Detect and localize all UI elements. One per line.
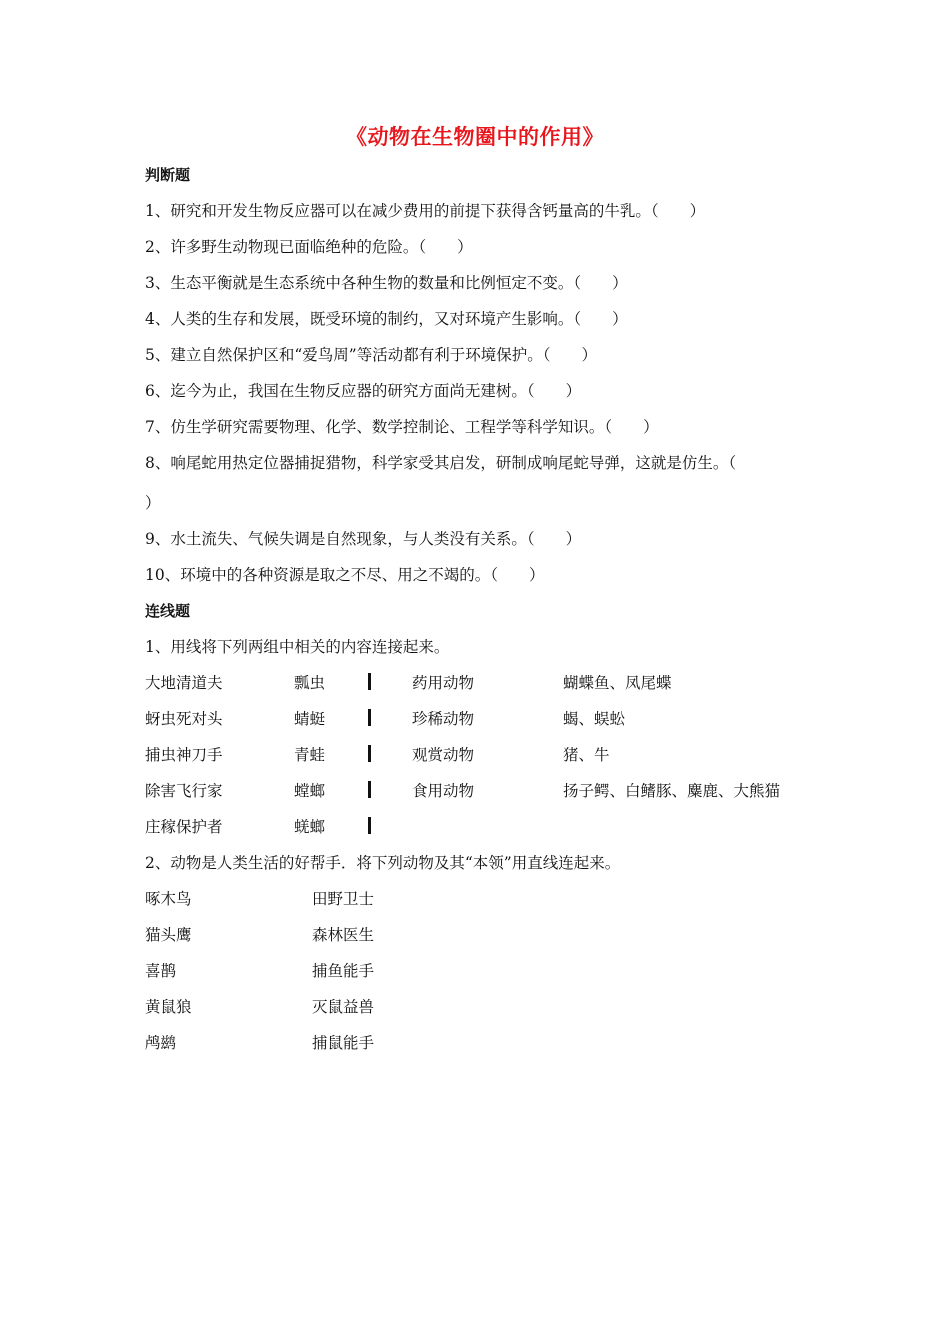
true-false-item-6: 6、迄今为止，我国在生物反应器的研究方面尚无建树。（ ） [145,382,582,400]
q2-ability: 田野卫士 [312,890,375,908]
q1-nickname: 除害飞行家 [145,782,223,800]
q1-category: 食用动物 [412,782,475,800]
divider-bar [368,781,371,798]
divider-bar [368,817,371,834]
q1-animal: 蜣螂 [294,818,326,836]
q2-ability: 森林医生 [312,926,375,944]
true-false-item-4: 4、人类的生存和发展，既受环境的制约，又对环境产生影响。（ ） [145,310,628,328]
q1-category: 药用动物 [412,674,475,692]
true-false-item-1: 1、研究和开发生物反应器可以在减少费用的前提下获得含钙量高的牛乳。（ ） [145,202,706,220]
divider-bar [368,673,371,690]
document-title: 《动物在生物圈中的作用》 [346,124,604,149]
q2-animal: 鸬鹚 [145,1034,177,1052]
q2-ability: 灭鼠益兽 [312,998,375,1016]
q1-category: 观赏动物 [412,746,475,764]
q1-nickname: 庄稼保护者 [145,818,223,836]
matching-q2-prompt: 2、动物是人类生活的好帮手．将下列动物及其“本领”用直线连起来。 [145,854,621,872]
true-false-item-8: 8、响尾蛇用热定位器捕捉猎物，科学家受其启发，研制成响尾蛇导弹，这就是仿生。（ [145,454,737,472]
q1-example: 蝴蝶鱼、凤尾蝶 [563,674,672,692]
q2-ability: 捕鼠能手 [312,1034,375,1052]
q1-animal: 青蛙 [294,746,326,764]
true-false-item-9: 9、水土流失、气候失调是自然现象，与人类没有关系。（ ） [145,530,582,548]
true-false-item-8-continuation: ） [145,494,161,512]
q1-animal: 瓢虫 [294,674,326,692]
q2-animal: 啄木鸟 [145,890,192,908]
q1-animal: 螳螂 [294,782,326,800]
q1-nickname: 蚜虫死对头 [145,710,223,728]
q2-animal: 猫头鹰 [145,926,192,944]
divider-bar [368,745,371,762]
q1-nickname: 捕虫神刀手 [145,746,223,764]
divider-bar [368,709,371,726]
q1-nickname: 大地清道夫 [145,674,223,692]
true-false-item-10: 10、环境中的各种资源是取之不尽、用之不竭的。（ ） [145,566,545,584]
q2-animal: 黄鼠狼 [145,998,192,1016]
q1-example: 猪、牛 [563,746,610,764]
matching-q1-prompt: 1、用线将下列两组中相关的内容连接起来。 [145,638,450,656]
true-false-item-3: 3、生态平衡就是生态系统中各种生物的数量和比例恒定不变。（ ） [145,274,628,292]
q1-example: 蝎、蜈蚣 [563,710,626,728]
section-heading-true-false: 判断题 [145,166,191,184]
q1-example: 扬子鳄、白鳍豚、麋鹿、大熊猫 [563,782,781,800]
q1-animal: 蜻蜓 [294,710,326,728]
q2-ability: 捕鱼能手 [312,962,375,980]
true-false-item-7: 7、仿生学研究需要物理、化学、数学控制论、工程学等科学知识。（ ） [145,418,659,436]
true-false-item-2: 2、许多野生动物现已面临绝种的危险。（ ） [145,238,473,256]
q2-animal: 喜鹊 [145,962,177,980]
q1-category: 珍稀动物 [412,710,475,728]
true-false-item-5: 5、建立自然保护区和“爱鸟周”等活动都有利于环境保护。（ ） [145,346,597,364]
section-heading-matching: 连线题 [145,602,191,620]
